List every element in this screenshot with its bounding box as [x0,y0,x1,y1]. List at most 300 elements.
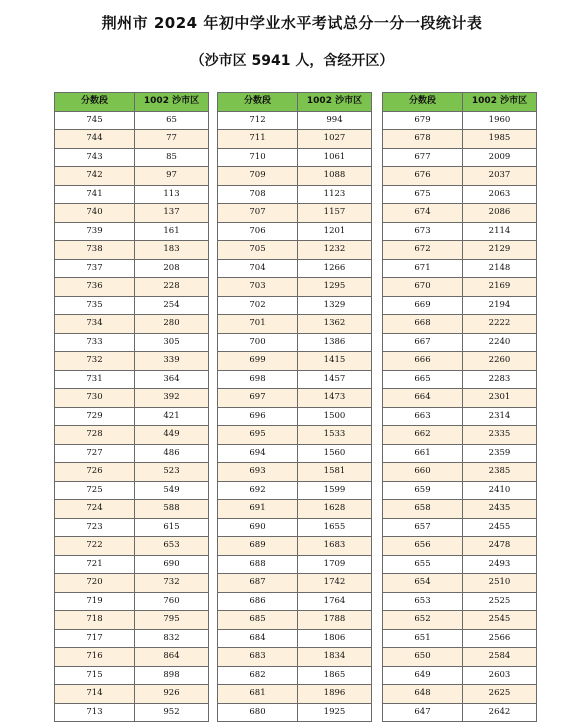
score-cell: 725 [55,481,135,500]
cumulative-count-cell: 1500 [298,407,372,426]
cumulative-count-cell: 228 [135,278,209,297]
header-district-count: 1002 沙市区 [135,93,209,112]
score-cell: 649 [383,666,463,685]
score-cell: 685 [218,611,298,630]
cumulative-count-cell: 1788 [298,611,372,630]
score-cell: 682 [218,666,298,685]
table-row [218,259,372,278]
score-cell: 731 [55,370,135,389]
score-cell: 679 [383,111,463,130]
cumulative-count-cell: 97 [135,167,209,186]
table-row [383,278,537,297]
score-cell: 699 [218,352,298,371]
table-row [218,204,372,223]
table-row [55,333,209,352]
table-row [383,259,537,278]
score-cell: 655 [383,555,463,574]
cumulative-count-cell: 1027 [298,130,372,149]
score-cell: 663 [383,407,463,426]
table-row [55,259,209,278]
table-row [383,481,537,500]
score-cell: 674 [383,204,463,223]
score-cell: 668 [383,315,463,334]
cumulative-count-cell: 2642 [463,703,537,722]
table-row [218,444,372,463]
score-cell: 657 [383,518,463,537]
table-row [218,481,372,500]
cumulative-count-cell: 1581 [298,463,372,482]
score-cell: 701 [218,315,298,334]
table-row [218,315,372,334]
table-row [55,685,209,704]
cumulative-count-cell: 2359 [463,444,537,463]
header-district-count: 1002 沙市区 [463,93,537,112]
cumulative-count-cell: 523 [135,463,209,482]
cumulative-count-cell: 280 [135,315,209,334]
score-cell: 722 [55,537,135,556]
score-cell: 653 [383,592,463,611]
table-row [383,685,537,704]
table-row [55,703,209,722]
cumulative-count-cell: 615 [135,518,209,537]
cumulative-count-cell: 2283 [463,370,537,389]
score-cell: 654 [383,574,463,593]
cumulative-count-cell: 1628 [298,500,372,519]
score-cell: 714 [55,685,135,704]
score-cell: 708 [218,185,298,204]
score-cell: 692 [218,481,298,500]
table-row [383,333,537,352]
score-cell: 684 [218,629,298,648]
cumulative-count-cell: 1599 [298,481,372,500]
score-cell: 730 [55,389,135,408]
cumulative-count-cell: 898 [135,666,209,685]
score-cell: 728 [55,426,135,445]
cumulative-count-cell: 1865 [298,666,372,685]
score-cell: 669 [383,296,463,315]
score-cell: 683 [218,648,298,667]
score-cell: 724 [55,500,135,519]
cumulative-count-cell: 832 [135,629,209,648]
score-cell: 703 [218,278,298,297]
table-row [383,703,537,722]
cumulative-count-cell: 2566 [463,629,537,648]
table-row [383,315,537,334]
table-row [218,685,372,704]
score-cell: 647 [383,703,463,722]
cumulative-count-cell: 2009 [463,148,537,167]
score-cell: 723 [55,518,135,537]
cumulative-count-cell: 1362 [298,315,372,334]
cumulative-count-cell: 161 [135,222,209,241]
table-row [218,241,372,260]
cumulative-count-cell: 2435 [463,500,537,519]
score-cell: 694 [218,444,298,463]
table-row [55,222,209,241]
score-cell: 720 [55,574,135,593]
cumulative-count-cell: 1834 [298,648,372,667]
cumulative-count-cell: 2301 [463,389,537,408]
cumulative-count-cell: 113 [135,185,209,204]
table-row [55,537,209,556]
score-cell: 744 [55,130,135,149]
table-row [55,315,209,334]
table-row [218,648,372,667]
score-cell: 729 [55,407,135,426]
cumulative-count-cell: 2335 [463,426,537,445]
cumulative-count-cell: 1295 [298,278,372,297]
score-cell: 691 [218,500,298,519]
score-cell: 737 [55,259,135,278]
table-row [55,629,209,648]
cumulative-count-cell: 1655 [298,518,372,537]
cumulative-count-cell: 2603 [463,666,537,685]
page-title: 荆州市 2024 年初中学业水平考试总分一分一段统计表 [101,14,483,32]
table-row [218,222,372,241]
table-row [218,278,372,297]
table-row [55,500,209,519]
table-row [383,648,537,667]
score-cell: 665 [383,370,463,389]
table-row [218,463,372,482]
table-row [218,296,372,315]
score-cell: 717 [55,629,135,648]
cumulative-count-cell: 77 [135,130,209,149]
table-row [55,389,209,408]
score-cell: 675 [383,185,463,204]
score-cell: 695 [218,426,298,445]
score-cell: 734 [55,315,135,334]
cumulative-count-cell: 1329 [298,296,372,315]
table-row [218,555,372,574]
score-cell: 690 [218,518,298,537]
cumulative-count-cell: 2222 [463,315,537,334]
score-cell: 676 [383,167,463,186]
cumulative-count-cell: 208 [135,259,209,278]
table-row [55,296,209,315]
cumulative-count-cell: 1088 [298,167,372,186]
score-cell: 681 [218,685,298,704]
header-district-count: 1002 沙市区 [298,93,372,112]
score-cell: 678 [383,130,463,149]
cumulative-count-cell: 2314 [463,407,537,426]
score-cell: 661 [383,444,463,463]
table-row [218,130,372,149]
score-cell: 719 [55,592,135,611]
table-row [383,444,537,463]
cumulative-count-cell: 2240 [463,333,537,352]
table-row [218,148,372,167]
score-cell: 742 [55,167,135,186]
table-row [218,352,372,371]
score-cell: 718 [55,611,135,630]
score-cell: 671 [383,259,463,278]
score-cell: 697 [218,389,298,408]
table-row [383,537,537,556]
table-row [383,407,537,426]
cumulative-count-cell: 183 [135,241,209,260]
score-cell: 651 [383,629,463,648]
score-cell: 704 [218,259,298,278]
cumulative-count-cell: 1806 [298,629,372,648]
score-cell: 726 [55,463,135,482]
cumulative-count-cell: 1533 [298,426,372,445]
score-cell: 715 [55,666,135,685]
table-row [218,333,372,352]
table-row [218,185,372,204]
page-subtitle: （沙市区 5941 人，含经开区） [190,53,394,69]
cumulative-count-cell: 305 [135,333,209,352]
cumulative-count-cell: 760 [135,592,209,611]
table-row [383,592,537,611]
table-row [55,426,209,445]
score-cell: 707 [218,204,298,223]
cumulative-count-cell: 1764 [298,592,372,611]
cumulative-count-cell: 449 [135,426,209,445]
cumulative-count-cell: 2525 [463,592,537,611]
score-cell: 664 [383,389,463,408]
score-cell: 652 [383,611,463,630]
cumulative-count-cell: 364 [135,370,209,389]
cumulative-count-cell: 1266 [298,259,372,278]
cumulative-count-cell: 392 [135,389,209,408]
table-row [218,537,372,556]
table-row [218,574,372,593]
cumulative-count-cell: 1560 [298,444,372,463]
score-cell: 705 [218,241,298,260]
table-row [383,555,537,574]
cumulative-count-cell: 1157 [298,204,372,223]
table-row [55,444,209,463]
table-row [383,148,537,167]
score-cell: 696 [218,407,298,426]
cumulative-count-cell: 1985 [463,130,537,149]
cumulative-count-cell: 1709 [298,555,372,574]
table-row [218,703,372,722]
cumulative-count-cell: 2260 [463,352,537,371]
table-row [218,592,372,611]
table-row [218,611,372,630]
cumulative-count-cell: 2129 [463,241,537,260]
cumulative-count-cell: 1683 [298,537,372,556]
cumulative-count-cell: 690 [135,555,209,574]
score-cell: 659 [383,481,463,500]
table-row [55,463,209,482]
cumulative-count-cell: 2063 [463,185,537,204]
cumulative-count-cell: 339 [135,352,209,371]
score-cell: 709 [218,167,298,186]
score-cell: 693 [218,463,298,482]
score-cell: 735 [55,296,135,315]
score-cell: 672 [383,241,463,260]
score-cell: 743 [55,148,135,167]
score-cell: 702 [218,296,298,315]
cumulative-count-cell: 1386 [298,333,372,352]
score-cell: 741 [55,185,135,204]
header-score-range: 分数段 [55,93,135,112]
table-row [55,555,209,574]
cumulative-count-cell: 549 [135,481,209,500]
table-row [55,518,209,537]
table-row [383,241,537,260]
table-row [55,611,209,630]
cumulative-count-cell: 137 [135,204,209,223]
table-row [218,111,372,130]
table-row [383,629,537,648]
table-row [383,518,537,537]
score-cell: 688 [218,555,298,574]
table-row [55,352,209,371]
cumulative-count-cell: 2086 [463,204,537,223]
table-row [55,167,209,186]
table-row [55,204,209,223]
table-row [55,278,209,297]
table-row [55,648,209,667]
cumulative-count-cell: 864 [135,648,209,667]
cumulative-count-cell: 1473 [298,389,372,408]
score-cell: 656 [383,537,463,556]
table-row [383,222,537,241]
score-cell: 713 [55,703,135,722]
table-row [383,352,537,371]
cumulative-count-cell: 1960 [463,111,537,130]
score-cell: 712 [218,111,298,130]
table-row [383,463,537,482]
score-cell: 706 [218,222,298,241]
score-cell: 736 [55,278,135,297]
cumulative-count-cell: 2545 [463,611,537,630]
table-row [383,204,537,223]
table-row [383,666,537,685]
table-row [55,111,209,130]
table-row [383,296,537,315]
cumulative-count-cell: 1232 [298,241,372,260]
cumulative-count-cell: 1415 [298,352,372,371]
score-cell: 673 [383,222,463,241]
table-row [55,148,209,167]
table-row [383,389,537,408]
score-cell: 733 [55,333,135,352]
score-cell: 667 [383,333,463,352]
header-score-range: 分数段 [218,93,298,112]
table-row [218,167,372,186]
cumulative-count-cell: 1896 [298,685,372,704]
table-row [383,130,537,149]
table-row [383,185,537,204]
cumulative-count-cell: 2455 [463,518,537,537]
cumulative-count-cell: 2385 [463,463,537,482]
score-cell: 738 [55,241,135,260]
cumulative-count-cell: 85 [135,148,209,167]
table-row [55,574,209,593]
table-row [383,500,537,519]
cumulative-count-cell: 65 [135,111,209,130]
cumulative-count-cell: 952 [135,703,209,722]
cumulative-count-cell: 795 [135,611,209,630]
score-cell: 662 [383,426,463,445]
score-cell: 660 [383,463,463,482]
score-cell: 739 [55,222,135,241]
table-row [55,185,209,204]
table-row [55,241,209,260]
cumulative-count-cell: 2584 [463,648,537,667]
score-cell: 686 [218,592,298,611]
score-table-2 [217,92,372,722]
cumulative-count-cell: 2037 [463,167,537,186]
cumulative-count-cell: 486 [135,444,209,463]
score-cell: 677 [383,148,463,167]
table-row [383,167,537,186]
score-cell: 658 [383,500,463,519]
table-row [383,574,537,593]
cumulative-count-cell: 1061 [298,148,372,167]
table-row [218,666,372,685]
score-cell: 689 [218,537,298,556]
cumulative-count-cell: 2114 [463,222,537,241]
cumulative-count-cell: 588 [135,500,209,519]
table-row [55,407,209,426]
table-row [55,666,209,685]
score-cell: 680 [218,703,298,722]
cumulative-count-cell: 2478 [463,537,537,556]
table-row [218,389,372,408]
cumulative-count-cell: 732 [135,574,209,593]
cumulative-count-cell: 2169 [463,278,537,297]
table-row [383,426,537,445]
table-row [383,370,537,389]
score-cell: 650 [383,648,463,667]
score-cell: 727 [55,444,135,463]
score-cell: 687 [218,574,298,593]
score-cell: 721 [55,555,135,574]
cumulative-count-cell: 1925 [298,703,372,722]
table-row [218,500,372,519]
cumulative-count-cell: 2410 [463,481,537,500]
score-table-3 [382,92,537,722]
cumulative-count-cell: 2625 [463,685,537,704]
table-row [55,481,209,500]
table-row [55,592,209,611]
cumulative-count-cell: 254 [135,296,209,315]
table-row [55,130,209,149]
score-cell: 716 [55,648,135,667]
table-row [218,407,372,426]
score-cell: 745 [55,111,135,130]
table-row [218,426,372,445]
score-cell: 698 [218,370,298,389]
score-table-1 [54,92,209,722]
table-row [218,370,372,389]
header-score-range: 分数段 [383,93,463,112]
cumulative-count-cell: 2194 [463,296,537,315]
cumulative-count-cell: 653 [135,537,209,556]
score-cell: 732 [55,352,135,371]
cumulative-count-cell: 421 [135,407,209,426]
score-cell: 666 [383,352,463,371]
table-row [218,629,372,648]
cumulative-count-cell: 1123 [298,185,372,204]
score-cell: 711 [218,130,298,149]
cumulative-count-cell: 2493 [463,555,537,574]
score-cell: 710 [218,148,298,167]
table-row [218,518,372,537]
cumulative-count-cell: 926 [135,685,209,704]
score-cell: 670 [383,278,463,297]
cumulative-count-cell: 2510 [463,574,537,593]
table-row [383,111,537,130]
score-cell: 740 [55,204,135,223]
table-row [55,370,209,389]
